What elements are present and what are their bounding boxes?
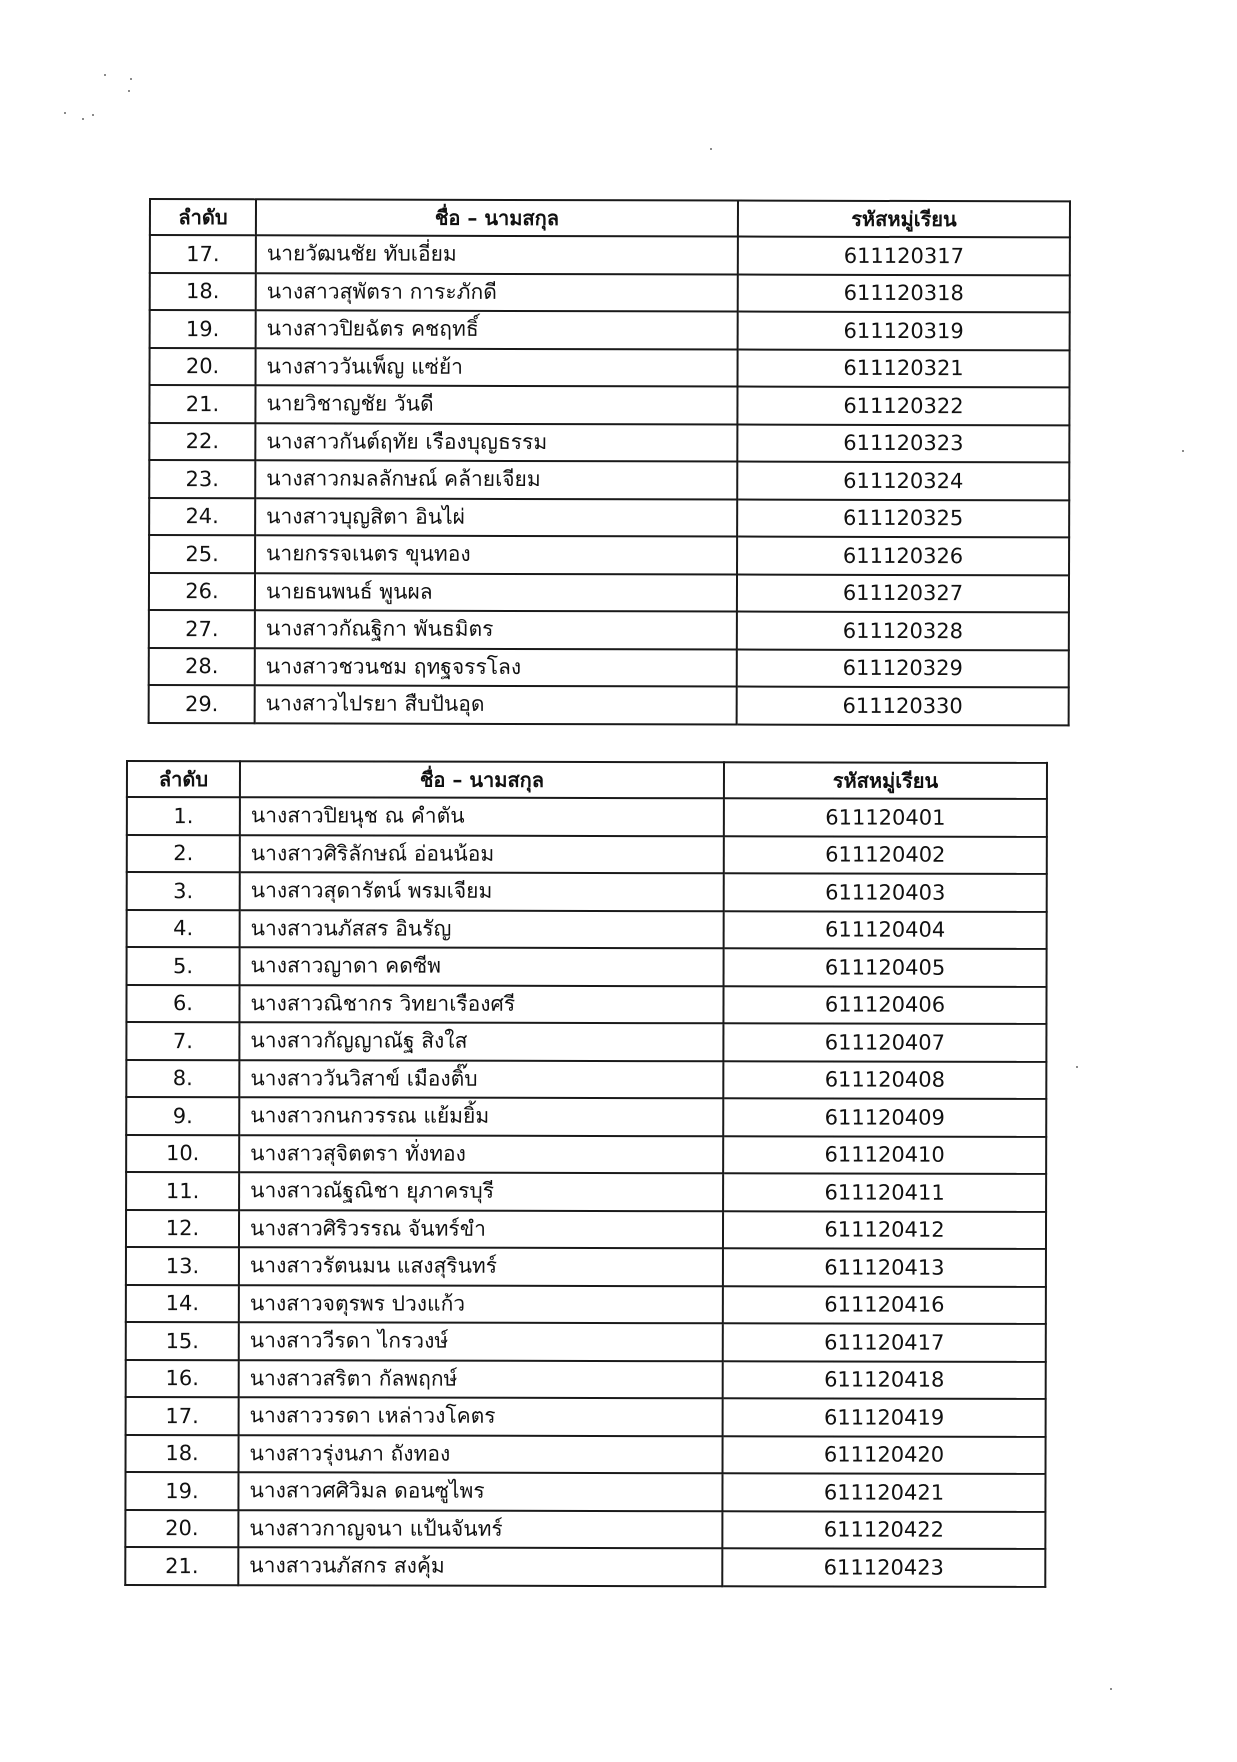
table-row — [149, 610, 1069, 650]
row-group-code: 611120412 — [723, 1211, 1046, 1249]
row-order-number: 22. — [149, 423, 255, 461]
row-order-number: 21. — [125, 1547, 238, 1585]
row-group-code: 611120409 — [723, 1098, 1046, 1136]
row-order-number: 4. — [127, 910, 240, 948]
table-row — [126, 1097, 1046, 1136]
row-student-name: นางสาวชวนชม ฤทฐจรรโลง — [255, 648, 737, 687]
row-order-number: 21. — [149, 385, 255, 423]
row-student-name: นางสาวณิชากร วิทยาเรืองศรี — [239, 985, 723, 1024]
table-row — [150, 235, 1070, 275]
table-row — [150, 348, 1070, 388]
table-row — [126, 1172, 1046, 1211]
table-row — [149, 535, 1069, 575]
row-group-code: 611120325 — [737, 499, 1069, 537]
row-order-number: 25. — [149, 535, 255, 573]
table-row — [127, 910, 1047, 949]
table-row — [149, 685, 1069, 725]
row-student-name: นางสาวปิยนุช ณ คำตัน — [240, 797, 724, 836]
row-order-number: 19. — [150, 310, 256, 348]
table-row — [127, 797, 1047, 836]
row-student-name: นางสาวศศิวิมล ดอนซูไพร — [238, 1472, 722, 1511]
row-student-name: นางสาวศิริวรรณ จันทร์ขำ — [239, 1210, 723, 1249]
scan-speck — [1182, 450, 1184, 452]
row-student-name: นางสาววีรดา ไกรวงษ์ — [239, 1322, 723, 1361]
row-order-number: 27. — [149, 610, 255, 648]
table-row — [126, 1060, 1046, 1099]
table-row — [149, 423, 1069, 463]
table-row — [150, 273, 1070, 313]
row-group-code: 611120417 — [723, 1323, 1046, 1361]
column-header-name: ชื่อ – นามสกุล — [256, 199, 738, 236]
row-group-code: 611120422 — [722, 1511, 1045, 1549]
row-student-name: นางสาววันเพ็ญ แซ่ย้า — [256, 348, 738, 387]
row-order-number: 12. — [126, 1210, 239, 1248]
row-order-number: 9. — [126, 1097, 239, 1135]
scan-speck — [92, 114, 94, 116]
row-group-code: 611120402 — [724, 836, 1047, 874]
row-student-name: นางสาวสุดารัตน์ พรมเจียม — [240, 872, 724, 911]
scan-speck — [710, 148, 712, 150]
table-row — [127, 872, 1047, 911]
row-order-number: 20. — [125, 1510, 238, 1548]
table-row — [126, 1285, 1046, 1324]
table-row — [126, 1022, 1046, 1061]
row-group-code: 611120401 — [724, 798, 1047, 836]
row-group-code: 611120403 — [724, 873, 1047, 911]
row-order-number: 13. — [126, 1247, 239, 1285]
row-group-code: 611120410 — [723, 1136, 1046, 1174]
table-row — [127, 835, 1047, 874]
row-group-code: 611120405 — [724, 948, 1047, 986]
row-student-name: นางสาวศิริลักษณ์ อ่อนน้อม — [240, 835, 724, 874]
row-order-number: 20. — [150, 348, 256, 386]
row-order-number: 2. — [127, 835, 240, 873]
table-body — [149, 235, 1070, 725]
row-student-name: นางสาวจตุรพร ปวงแก้ว — [239, 1285, 723, 1324]
row-student-name: นางสาวสุจิตตรา ทั่งทอง — [239, 1135, 723, 1174]
row-group-code: 611120327 — [737, 574, 1069, 612]
row-order-number: 7. — [126, 1022, 239, 1060]
row-student-name: นางสาวณัฐณิชา ยุภาครบุรี — [239, 1172, 723, 1211]
row-student-name: นางสาวสริตา กัลพฤกษ์ — [239, 1360, 723, 1399]
row-group-code: 611120330 — [737, 687, 1069, 725]
table-row — [126, 1247, 1046, 1286]
row-student-name: นางสาวกมลลักษณ์ คล้ายเจียม — [255, 460, 737, 499]
row-group-code: 611120323 — [737, 424, 1069, 462]
table-row — [127, 947, 1047, 986]
row-order-number: 29. — [149, 685, 255, 723]
table-row — [149, 385, 1069, 425]
column-header-group-code: รหัสหมู่เรียน — [724, 762, 1047, 799]
table-row — [126, 1210, 1046, 1249]
scan-speck — [1110, 1688, 1112, 1690]
scan-speck — [128, 90, 130, 92]
row-student-name: นางสาวรัตนมน แสงสุรินทร์ — [239, 1247, 723, 1286]
row-student-name: นางสาววันวิสาข์ เมืองติ๊บ — [239, 1060, 723, 1099]
table-row — [149, 573, 1069, 613]
table-row — [149, 498, 1069, 538]
row-group-code: 611120416 — [723, 1286, 1046, 1324]
row-student-name: นางสาวกนกวรรณ แย้มยิ้ม — [239, 1097, 723, 1136]
row-order-number: 17. — [126, 1397, 239, 1435]
row-student-name: นางสาวกันต์ฤทัย เรืองบุญธรรม — [255, 423, 737, 462]
row-order-number: 1. — [127, 797, 240, 835]
row-student-name: นางสาวปิยฉัตร คชฤทธิ์ — [256, 310, 738, 349]
column-header-order: ลำดับ — [127, 761, 240, 797]
scan-speck — [1076, 1066, 1078, 1068]
row-student-name: นางสาววรดา เหล่าวงโคตร — [239, 1397, 723, 1436]
row-order-number: 24. — [149, 498, 255, 536]
student-table-section-4 — [124, 760, 1048, 1587]
table-row — [149, 648, 1069, 688]
scan-speck — [64, 112, 66, 114]
row-order-number: 26. — [149, 573, 255, 611]
row-order-number: 23. — [149, 460, 255, 498]
row-group-code: 611120319 — [738, 312, 1070, 350]
row-student-name: นางสาวไปรยา สืบปันอุด — [255, 685, 737, 724]
row-group-code: 611120413 — [723, 1248, 1046, 1286]
column-header-name: ชื่อ – นามสกุล — [240, 761, 724, 798]
row-order-number: 18. — [150, 273, 256, 311]
scan-speck — [130, 78, 132, 80]
row-group-code: 611120421 — [722, 1473, 1045, 1511]
row-student-name: นายวัฒนชัย ทับเอี่ยม — [256, 235, 738, 274]
row-order-number: 6. — [126, 985, 239, 1023]
row-order-number: 14. — [126, 1285, 239, 1323]
row-group-code: 611120328 — [737, 612, 1069, 650]
row-order-number: 11. — [126, 1172, 239, 1210]
row-order-number: 16. — [126, 1360, 239, 1398]
row-order-number: 17. — [150, 235, 256, 273]
row-student-name: นางสาวรุ่งนภา ถังทอง — [239, 1435, 723, 1474]
row-order-number: 28. — [149, 648, 255, 686]
table-row — [125, 1472, 1045, 1511]
row-student-name: นางสาวกาญจนา แป้นจันทร์ — [238, 1510, 722, 1549]
row-student-name: นางสาวกัณฐิกา พันธมิตร — [255, 610, 737, 649]
row-order-number: 5. — [127, 947, 240, 985]
scan-speck — [82, 118, 84, 120]
table-row — [126, 985, 1046, 1024]
table-header-row — [127, 761, 1047, 799]
row-order-number: 18. — [126, 1435, 239, 1473]
row-group-code: 611120317 — [738, 237, 1070, 275]
row-student-name: นางสาวกัญญาณัฐ สิงใส — [239, 1022, 723, 1061]
row-group-code: 611120423 — [722, 1548, 1045, 1586]
row-order-number: 10. — [126, 1135, 239, 1173]
row-order-number: 8. — [126, 1060, 239, 1098]
row-student-name: นางสาวสุพัตรา การะภักดี — [256, 273, 738, 312]
row-group-code: 611120322 — [737, 387, 1069, 425]
row-student-name: นายกรรจเนตร ขุนทอง — [255, 535, 737, 574]
row-student-name: นางสาวบุญสิตา อินไผ่ — [255, 498, 737, 537]
table-row — [126, 1135, 1046, 1174]
row-group-code: 611120329 — [737, 649, 1069, 687]
row-group-code: 611120326 — [737, 537, 1069, 575]
row-group-code: 611120419 — [723, 1398, 1046, 1436]
scan-speck — [104, 74, 106, 76]
row-group-code: 611120318 — [738, 274, 1070, 312]
row-student-name: นางสาวนภัสสร อินรัญ — [240, 910, 724, 949]
table-row — [125, 1510, 1045, 1549]
row-order-number: 15. — [126, 1322, 239, 1360]
row-order-number: 3. — [127, 872, 240, 910]
row-group-code: 611120407 — [723, 1023, 1046, 1061]
row-student-name: นายวิชาญชัย วันดี — [255, 385, 737, 424]
row-group-code: 611120404 — [724, 911, 1047, 949]
student-table-section-3 — [148, 198, 1071, 726]
row-group-code: 611120324 — [737, 462, 1069, 500]
row-group-code: 611120418 — [723, 1361, 1046, 1399]
table-row — [126, 1360, 1046, 1399]
row-group-code: 611120408 — [723, 1061, 1046, 1099]
table-row — [149, 460, 1069, 500]
row-student-name: นางสาวญาดา คดซีพ — [240, 947, 724, 986]
table-row — [126, 1322, 1046, 1361]
column-header-order: ลำดับ — [150, 199, 256, 235]
table-row — [126, 1435, 1046, 1474]
row-order-number: 19. — [125, 1472, 238, 1510]
row-group-code: 611120406 — [723, 986, 1046, 1024]
row-student-name: นายธนพนธ์ พูนผล — [255, 573, 737, 612]
table-row — [125, 1547, 1045, 1586]
row-group-code: 611120321 — [738, 349, 1070, 387]
row-group-code: 611120420 — [723, 1436, 1046, 1474]
table-row — [150, 310, 1070, 350]
column-header-group-code: รหัสหมู่เรียน — [738, 201, 1070, 238]
table-header-row — [150, 199, 1070, 237]
row-student-name: นางสาวนภัสกร สงคุ้ม — [238, 1547, 722, 1586]
table-body — [125, 797, 1047, 1586]
table-row — [126, 1397, 1046, 1436]
row-group-code: 611120411 — [723, 1173, 1046, 1211]
